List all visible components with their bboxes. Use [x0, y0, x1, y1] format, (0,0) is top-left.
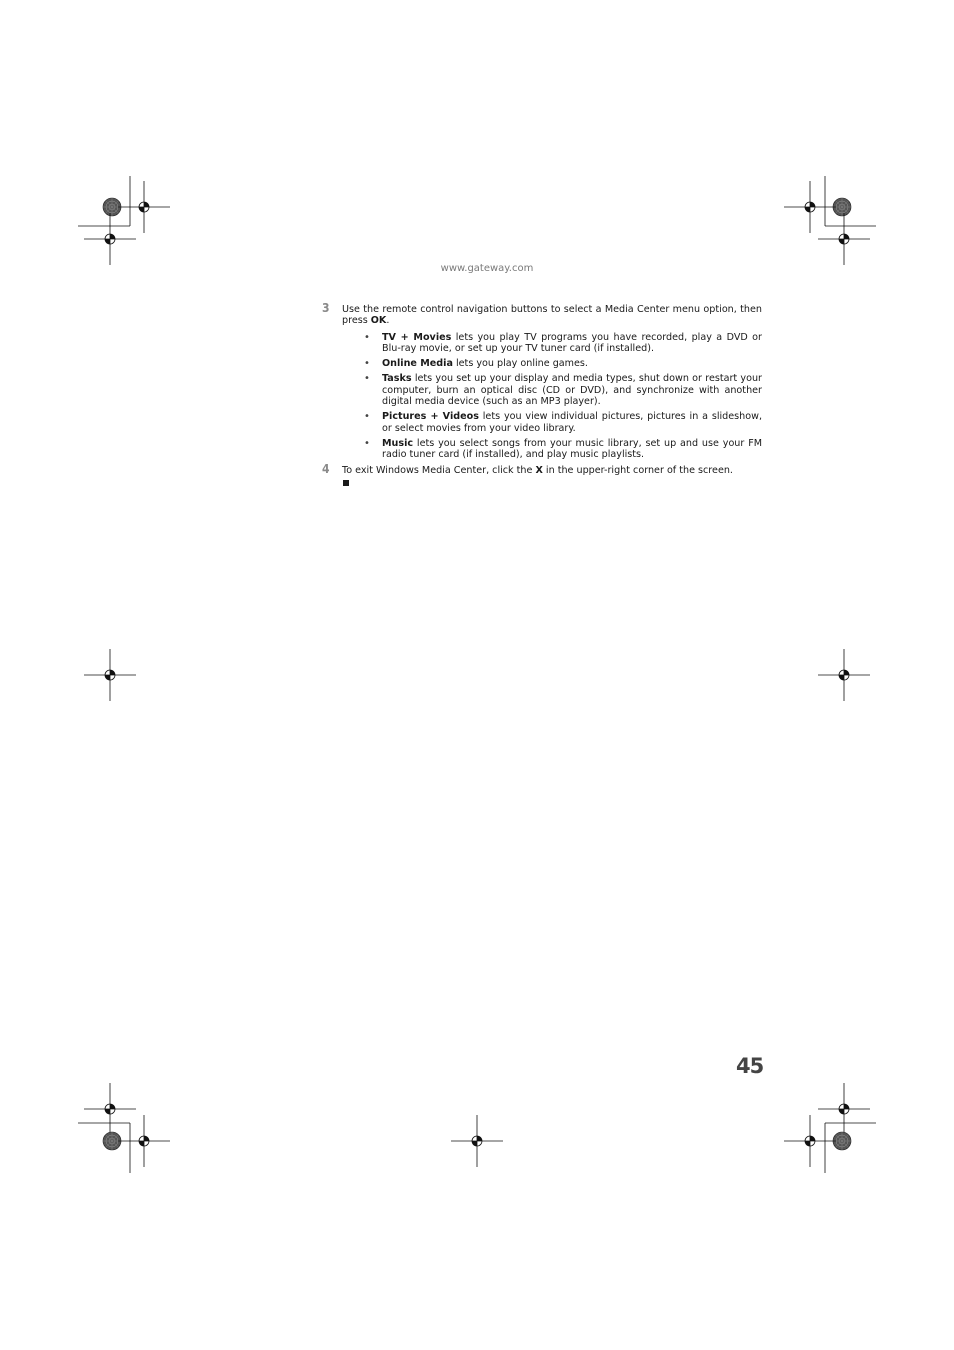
menu-description: lets you play online games. — [452, 358, 588, 370]
step-text-end: . — [386, 315, 390, 327]
bullet-icon: • — [364, 331, 370, 343]
page-number: 45 — [736, 1054, 764, 1078]
bullet-icon: • — [364, 437, 370, 449]
list-item — [364, 437, 762, 461]
step-number: 3 — [322, 301, 330, 315]
menu-description: lets you set up your display and media types, shut down or restart your computer, burn an optical disc (CD or DVD), and synchronize with another digital media device (such as an MP3 player). — [382, 373, 762, 408]
menu-term: Pictures + Videos — [382, 411, 479, 423]
menu-description: lets you play TV programs you have recorded, play a DVD or Blu-ray movie, or set up your TV tuner card (if installed). — [382, 331, 762, 354]
menu-options-list — [342, 332, 762, 461]
step-text: To exit Windows Media Center, click the — [342, 464, 536, 476]
end-of-section-icon — [343, 480, 349, 486]
header-url: www.gateway.com — [440, 263, 534, 274]
step-text-end: in the upper-right corner of the screen. — [542, 464, 733, 476]
step-number: 4 — [322, 461, 330, 476]
step-4 — [322, 461, 762, 476]
bullet-icon: • — [364, 411, 370, 423]
menu-description: lets you select songs from your music library, set up and use your FM radio tuner card (if installed), and play music playlists. — [382, 437, 762, 461]
step-text: Use the remote control navigation buttons to select a Media Center menu option, then press — [342, 304, 762, 327]
list-item — [364, 373, 762, 408]
menu-description: lets you view individual pictures, pictures in a slideshow, or select movies from your video library. — [382, 411, 763, 434]
bullet-icon: • — [364, 358, 370, 370]
step-3 — [322, 301, 763, 461]
list-item — [364, 331, 762, 355]
list-item — [364, 411, 763, 434]
menu-term: Music — [382, 437, 414, 449]
instructions — [322, 301, 763, 486]
x-key-label: X — [535, 464, 543, 476]
menu-term: Tasks — [382, 373, 412, 385]
ok-key-label: OK — [370, 315, 387, 327]
bullet-icon: • — [364, 373, 370, 385]
menu-term: TV + Movies — [382, 331, 452, 343]
menu-term: Online Media — [382, 358, 453, 370]
list-item — [364, 358, 762, 370]
